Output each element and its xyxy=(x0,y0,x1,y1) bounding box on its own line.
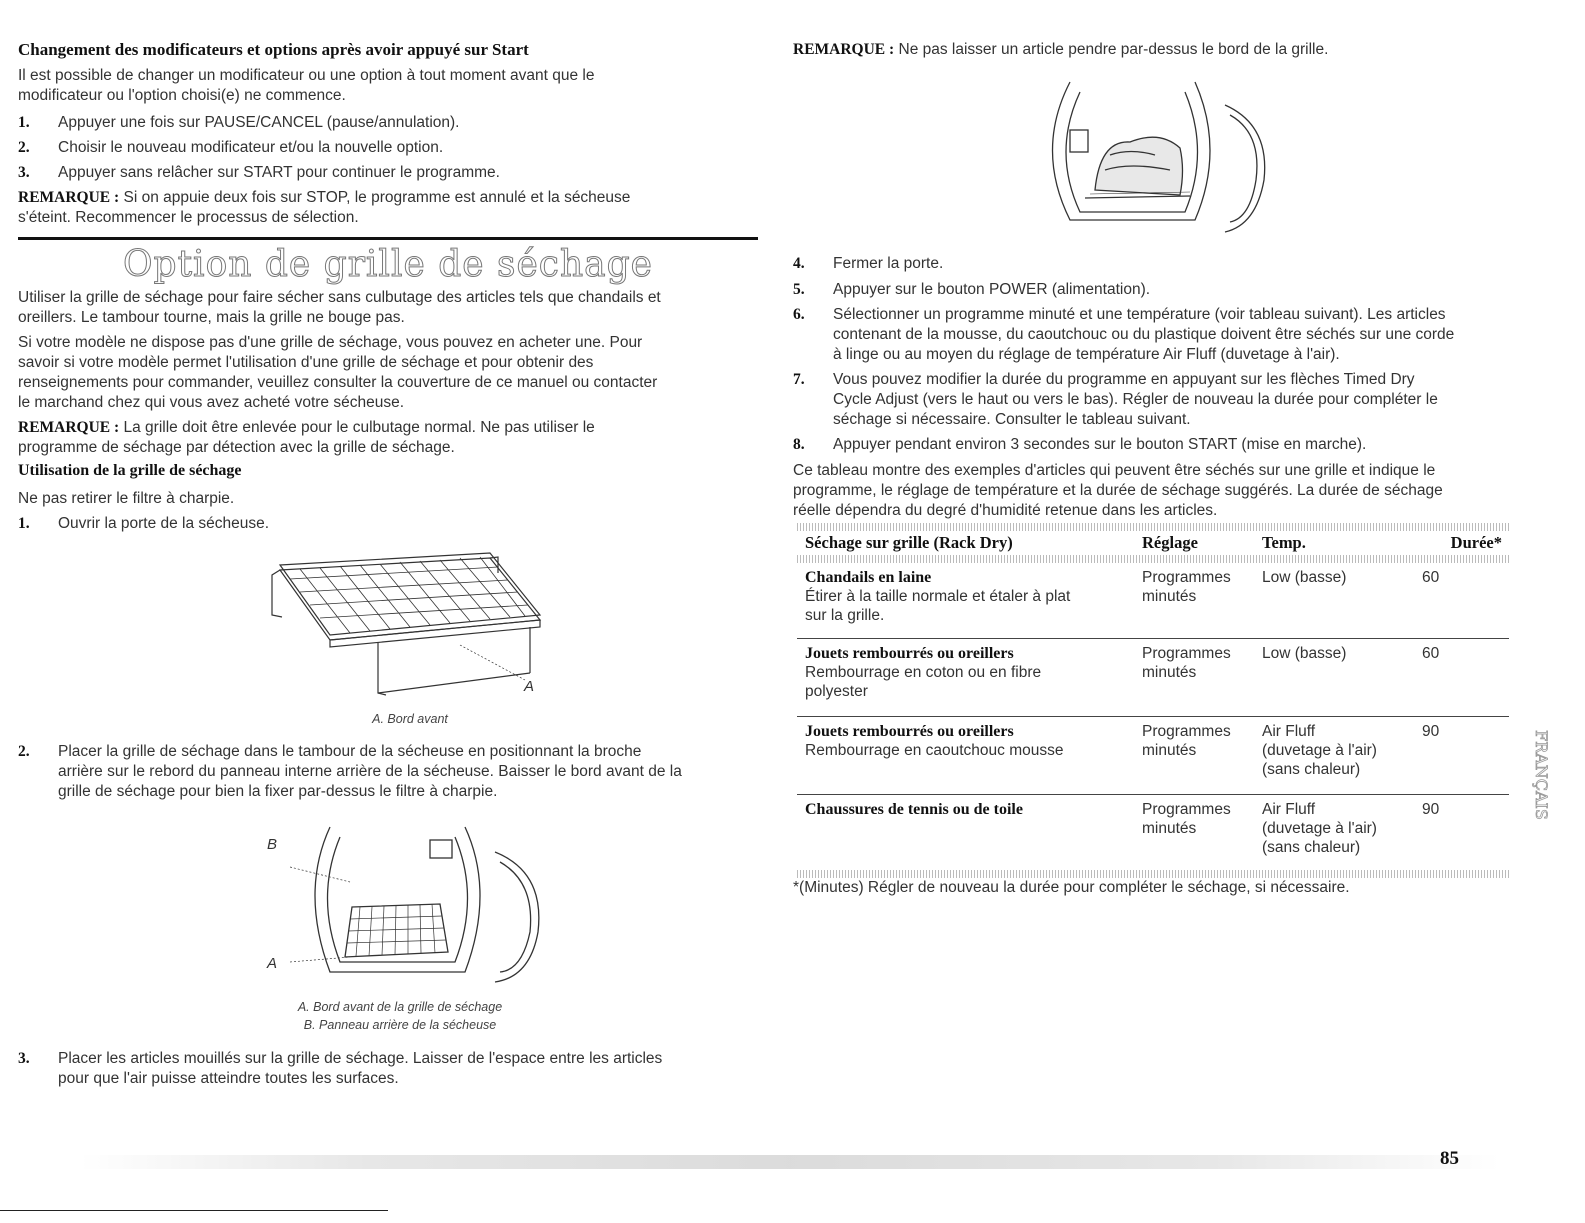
step-7-line-3: séchage si nécessaire. Consulter le tableau suivant. xyxy=(833,411,1191,428)
table-header xyxy=(797,531,1509,555)
duree: 60 xyxy=(1422,645,1440,662)
paragraph-1-l2: oreillers. Le tambour tourne, mais la grille ne bouge pas. xyxy=(18,309,405,326)
paragraph-2-l3: renseignements pour commander, veuillez consulter la couverture de ce manuel ou contacter xyxy=(18,374,658,391)
footer-bar xyxy=(80,1155,1500,1169)
table-intro-l2: programme, le réglage de température et la durée de séchage suggérés. La durée de séchage xyxy=(793,482,1443,499)
list-item xyxy=(793,435,1366,455)
page-number: 85 xyxy=(1440,1148,1459,1169)
reglage: minutés xyxy=(1142,742,1197,759)
intro-line-1: Il est possible de changer un modificateur ou une option à tout moment avant que le xyxy=(18,67,595,84)
note-2 xyxy=(18,418,595,438)
step-3-line-2: pour que l'air puisse atteindre toutes les surfaces. xyxy=(58,1070,399,1087)
table-bottom-border xyxy=(797,870,1509,878)
step-number: 2. xyxy=(18,139,30,156)
step-text: Appuyer une fois sur PAUSE/CANCEL (pause/annulation). xyxy=(58,114,460,131)
list-item xyxy=(18,113,460,133)
table-row xyxy=(797,639,1509,717)
note-label: REMARQUE : xyxy=(18,189,120,206)
duree: 90 xyxy=(1422,801,1440,818)
note-text: Si on appuie deux fois sur STOP, le programme est annulé et la sécheuse xyxy=(119,189,631,206)
temp: Air Fluff xyxy=(1262,723,1316,740)
item-desc: Rembourrage en caoutchouc mousse xyxy=(805,742,1064,759)
list-item xyxy=(18,1049,662,1069)
reglage: minutés xyxy=(1142,588,1197,605)
bottom-rule xyxy=(0,1210,388,1211)
step-text: Vous pouvez modifier la durée du programme en appuyant sur les flèches Timed Dry xyxy=(833,371,1415,388)
temp: Air Fluff xyxy=(1262,801,1316,818)
note-text: Ne pas laisser un article pendre par-dessus le bord de la grille. xyxy=(894,41,1329,58)
step-6-line-3: à linge ou au moyen du réglage de température Air Fluff (duvetage à l'air). xyxy=(833,346,1340,363)
note-text: La grille doit être enlevée pour le culbutage normal. Ne pas utiliser le xyxy=(119,419,595,436)
note-1-line-2: s'éteint. Recommencer le processus de sélection. xyxy=(18,209,359,226)
step-text: Choisir le nouveau modificateur et/ou la nouvelle option. xyxy=(58,139,444,156)
temp: (sans chaleur) xyxy=(1262,839,1361,856)
sub-text: Ne pas retirer le filtre à charpie. xyxy=(18,490,235,507)
reglage: minutés xyxy=(1142,820,1197,837)
item-desc: polyester xyxy=(805,683,868,700)
table-row xyxy=(797,563,1509,639)
header-cell: Temp. xyxy=(1262,533,1306,552)
header-cell: Réglage xyxy=(1142,533,1198,552)
item-desc: Rembourrage en coton ou en fibre xyxy=(805,664,1042,681)
note-1 xyxy=(18,188,630,208)
dryer-drum-sweater-illustration xyxy=(1030,70,1270,240)
list-item xyxy=(793,254,943,274)
item-desc: Étirer à la taille normale et étaler à plat xyxy=(805,588,1071,605)
paragraph-2-l2: savoir si votre modèle permet l'utilisation d'une grille de séchage et pour obtenir des xyxy=(18,354,594,371)
list-item xyxy=(18,163,500,183)
figure-caption: A. Bord avant xyxy=(372,712,448,726)
step-2-line-3: grille de séchage pour bien la fixer par-dessus le filtre à charpie. xyxy=(58,783,498,800)
step-number: 6. xyxy=(793,306,805,323)
paragraph-1-l1: Utiliser la grille de séchage pour faire sécher sans culbutage des articles tels que chandails et xyxy=(18,289,661,306)
step-number: 1. xyxy=(18,114,30,131)
item-desc: sur la grille. xyxy=(805,607,885,624)
step-text: Ouvrir la porte de la sécheuse. xyxy=(58,515,270,532)
step-text: Placer la grille de séchage dans le tambour de la sécheuse en positionnant la broche xyxy=(58,743,642,760)
temp: (sans chaleur) xyxy=(1262,761,1361,778)
sub-heading: Utilisation de la grille de séchage xyxy=(18,462,242,479)
figure-caption-1: A. Bord avant de la grille de séchage xyxy=(297,1000,503,1014)
step-number: 2. xyxy=(18,743,30,760)
dryer-drum-rack-illustration xyxy=(290,812,550,992)
figure-label-a: A xyxy=(524,678,535,695)
list-item xyxy=(793,280,1150,300)
header-cell: Séchage sur grille (Rack Dry) xyxy=(805,533,1013,552)
intro-line-2: modificateur ou l'option choisi(e) ne commence. xyxy=(18,87,346,104)
list-item xyxy=(793,370,1415,390)
step-text: Placer les articles mouillés sur la grille de séchage. Laisser de l'espace entre les articles xyxy=(58,1050,663,1067)
figure-label-a: A xyxy=(267,955,278,972)
step-number: 4. xyxy=(793,255,805,272)
table-row xyxy=(797,795,1509,870)
paragraph-2-l4: le marchand chez qui vous avez acheté votre sécheuse. xyxy=(18,394,405,411)
step-number: 3. xyxy=(18,1050,30,1067)
figure-caption-2: B. Panneau arrière de la sécheuse xyxy=(303,1018,497,1032)
temp: (duvetage à l'air) xyxy=(1262,742,1377,759)
item-name: Jouets rembourrés ou oreillers xyxy=(805,723,1014,740)
reglage: Programmes xyxy=(1142,569,1231,586)
table-top-border xyxy=(797,523,1509,531)
step-text: Appuyer pendant environ 3 secondes sur le bouton START (mise en marche). xyxy=(833,436,1367,453)
list-item xyxy=(18,138,443,158)
reglage: Programmes xyxy=(1142,645,1231,662)
list-item xyxy=(18,514,269,534)
step-text: Sélectionner un programme minuté et une température (voir tableau suivant). Les articles xyxy=(833,306,1446,323)
item-name: Jouets rembourrés ou oreillers xyxy=(805,645,1014,662)
footnote: *(Minutes) Régler de nouveau la durée pour compléter le séchage, si nécessaire. xyxy=(793,879,1350,896)
list-item xyxy=(18,742,641,762)
table-intro-l1: Ce tableau montre des exemples d'articles qui peuvent être séchés sur une grille et indique le xyxy=(793,462,1436,479)
step-text: Appuyer sur le bouton POWER (alimentation). xyxy=(833,281,1151,298)
step-number: 1. xyxy=(18,515,30,532)
section-divider xyxy=(18,237,758,240)
drying-rack-illustration xyxy=(260,545,560,705)
note-3 xyxy=(793,40,1328,60)
paragraph-2-l1: Si votre modèle ne dispose pas d'une grille de séchage, vous pouvez en acheter une. Pour xyxy=(18,334,643,351)
temp: Low (basse) xyxy=(1262,645,1347,662)
table-header-border xyxy=(797,555,1509,563)
list-item xyxy=(793,305,1446,325)
step-number: 5. xyxy=(793,281,805,298)
item-name: Chaussures de tennis ou de toile xyxy=(805,801,1023,818)
step-7-line-2: Cycle Adjust (vers le haut ou vers le bas). Régler de nouveau la durée pour compléter le xyxy=(833,391,1438,408)
reglage: minutés xyxy=(1142,664,1197,681)
step-6-line-2: contenant de la mousse, du caoutchouc ou du plastique doivent être séchés sur une corde xyxy=(833,326,1455,343)
note-label: REMARQUE : xyxy=(793,41,895,58)
step-2-line-2: arrière sur le rebord du panneau interne arrière de la sécheuse. Baisser le bord avant de la xyxy=(58,763,682,780)
page-title: Option de grille de séchage xyxy=(123,244,653,285)
reglage: Programmes xyxy=(1142,723,1231,740)
section-heading-modifiers: Changement des modificateurs et options après avoir appuyé sur Start xyxy=(18,40,529,59)
step-text: Fermer la porte. xyxy=(833,255,944,272)
duree: 90 xyxy=(1422,723,1440,740)
step-text: Appuyer sans relâcher sur START pour continuer le programme. xyxy=(58,164,500,181)
table-intro-l3: réelle dépendra du degré d'humidité retenue dans les articles. xyxy=(793,502,1218,519)
table-row xyxy=(797,717,1509,795)
step-number: 8. xyxy=(793,436,805,453)
step-number: 3. xyxy=(18,164,30,181)
step-number: 7. xyxy=(793,371,805,388)
temp: Low (basse) xyxy=(1262,569,1347,586)
temp: (duvetage à l'air) xyxy=(1262,820,1377,837)
figure-label-b: B xyxy=(267,836,278,853)
header-cell: Durée* xyxy=(1450,533,1502,552)
reglage: Programmes xyxy=(1142,801,1231,818)
duree: 60 xyxy=(1422,569,1440,586)
side-tab-language xyxy=(1530,730,1552,826)
item-name: Chandails en laine xyxy=(805,569,932,586)
note-label: REMARQUE : xyxy=(18,419,120,436)
note-2-line-2: programme de séchage par détection avec la grille de séchage. xyxy=(18,439,455,456)
side-tab-text: FRANÇAIS xyxy=(1532,730,1551,820)
rack-dry-table xyxy=(797,523,1509,878)
